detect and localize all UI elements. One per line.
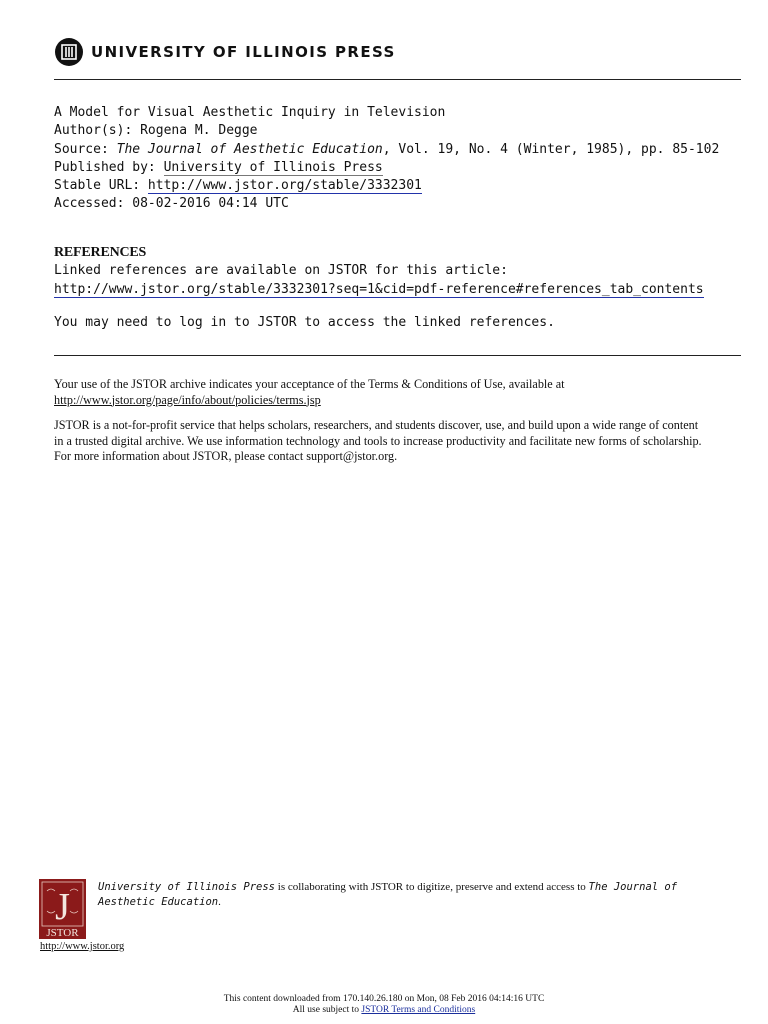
source-journal: The Journal of Aesthetic Education xyxy=(116,141,383,157)
publisher-line xyxy=(54,159,719,177)
article-title: A Model for Visual Aesthetic Inquiry in Television xyxy=(54,105,446,120)
subject-prefix: All use subject to xyxy=(292,1005,362,1015)
svg-text:J: J xyxy=(55,886,70,928)
collab-publisher: University of Illinois Press xyxy=(98,881,276,893)
collab-text: is collaborating with JSTOR to digitize, preserve and extend access to xyxy=(275,881,589,893)
jstor-logo-icon xyxy=(39,879,86,939)
stable-url-line xyxy=(54,177,719,195)
jstor-home-link[interactable]: http://www.jstor.org xyxy=(40,941,125,952)
references-heading: REFERENCES xyxy=(54,245,147,260)
header-divider xyxy=(54,79,741,80)
accessed-line: Accessed: 08-02-2016 04:14 UTC xyxy=(54,196,289,212)
about-line-3: For more information about JSTOR, please contact support@jstor.org. xyxy=(54,449,398,463)
publisher-header xyxy=(55,38,396,66)
terms-paragraph xyxy=(54,377,744,408)
published-label: Published by: xyxy=(54,159,156,175)
source-details: , Vol. 19, No. 4 (Winter, 1985), pp. 85-102 xyxy=(382,141,720,157)
publisher-name: UNIVERSITY OF ILLINOIS PRESS xyxy=(91,43,396,61)
download-notice xyxy=(0,994,768,1016)
about-line-2: in a trusted digital archive. We use information technology and tools to increase productivity and facilitate new forms of scholarship. xyxy=(54,433,702,448)
author-line xyxy=(54,122,719,140)
collaboration-note xyxy=(98,880,718,910)
author-label: Author(s): xyxy=(54,123,133,139)
about-jstor-paragraph xyxy=(54,418,744,465)
jstor-terms-link[interactable]: JSTOR Terms and Conditions xyxy=(361,1005,476,1015)
jstor-logo-text: JSTOR xyxy=(46,927,79,939)
references-link[interactable]: http://www.jstor.org/stable/3332301?seq=1&cid=pdf-reference#references_tab_contents xyxy=(54,281,704,297)
terms-subject-line xyxy=(0,1005,768,1016)
stable-url-link[interactable]: http://www.jstor.org/stable/3332301 xyxy=(147,178,422,194)
download-line: This content downloaded from 170.140.26.180 on Mon, 08 Feb 2016 04:14:16 UTC xyxy=(223,994,545,1004)
collab-period: . xyxy=(218,896,221,908)
source-label: Source: xyxy=(54,141,109,157)
terms-block xyxy=(54,377,744,475)
login-note: You may need to log in to JSTOR to access the linked references. xyxy=(54,315,555,330)
references-section xyxy=(54,244,704,299)
publisher-link[interactable]: University of Illinois Press xyxy=(163,159,383,175)
author-name: Rogena M. Degge xyxy=(140,123,258,139)
section-divider xyxy=(54,355,741,356)
source-line xyxy=(54,141,719,159)
citation-block xyxy=(54,104,719,214)
terms-link[interactable]: http://www.jstor.org/page/info/about/policies/terms.jsp xyxy=(54,392,321,407)
terms-text: Your use of the JSTOR archive indicates your acceptance of the Terms & Conditions of Use, available at xyxy=(54,377,565,391)
stable-url-label: Stable URL: xyxy=(54,178,141,194)
references-intro: Linked references are available on JSTOR for this article: xyxy=(54,263,508,279)
collab-journal: The Journal of Aesthetic Education xyxy=(98,881,678,908)
illinois-press-seal-icon xyxy=(55,38,83,66)
about-line-1: JSTOR is a not-for-profit service that helps scholars, researchers, and students discover, use, and build upon a wide range of content xyxy=(54,418,699,432)
